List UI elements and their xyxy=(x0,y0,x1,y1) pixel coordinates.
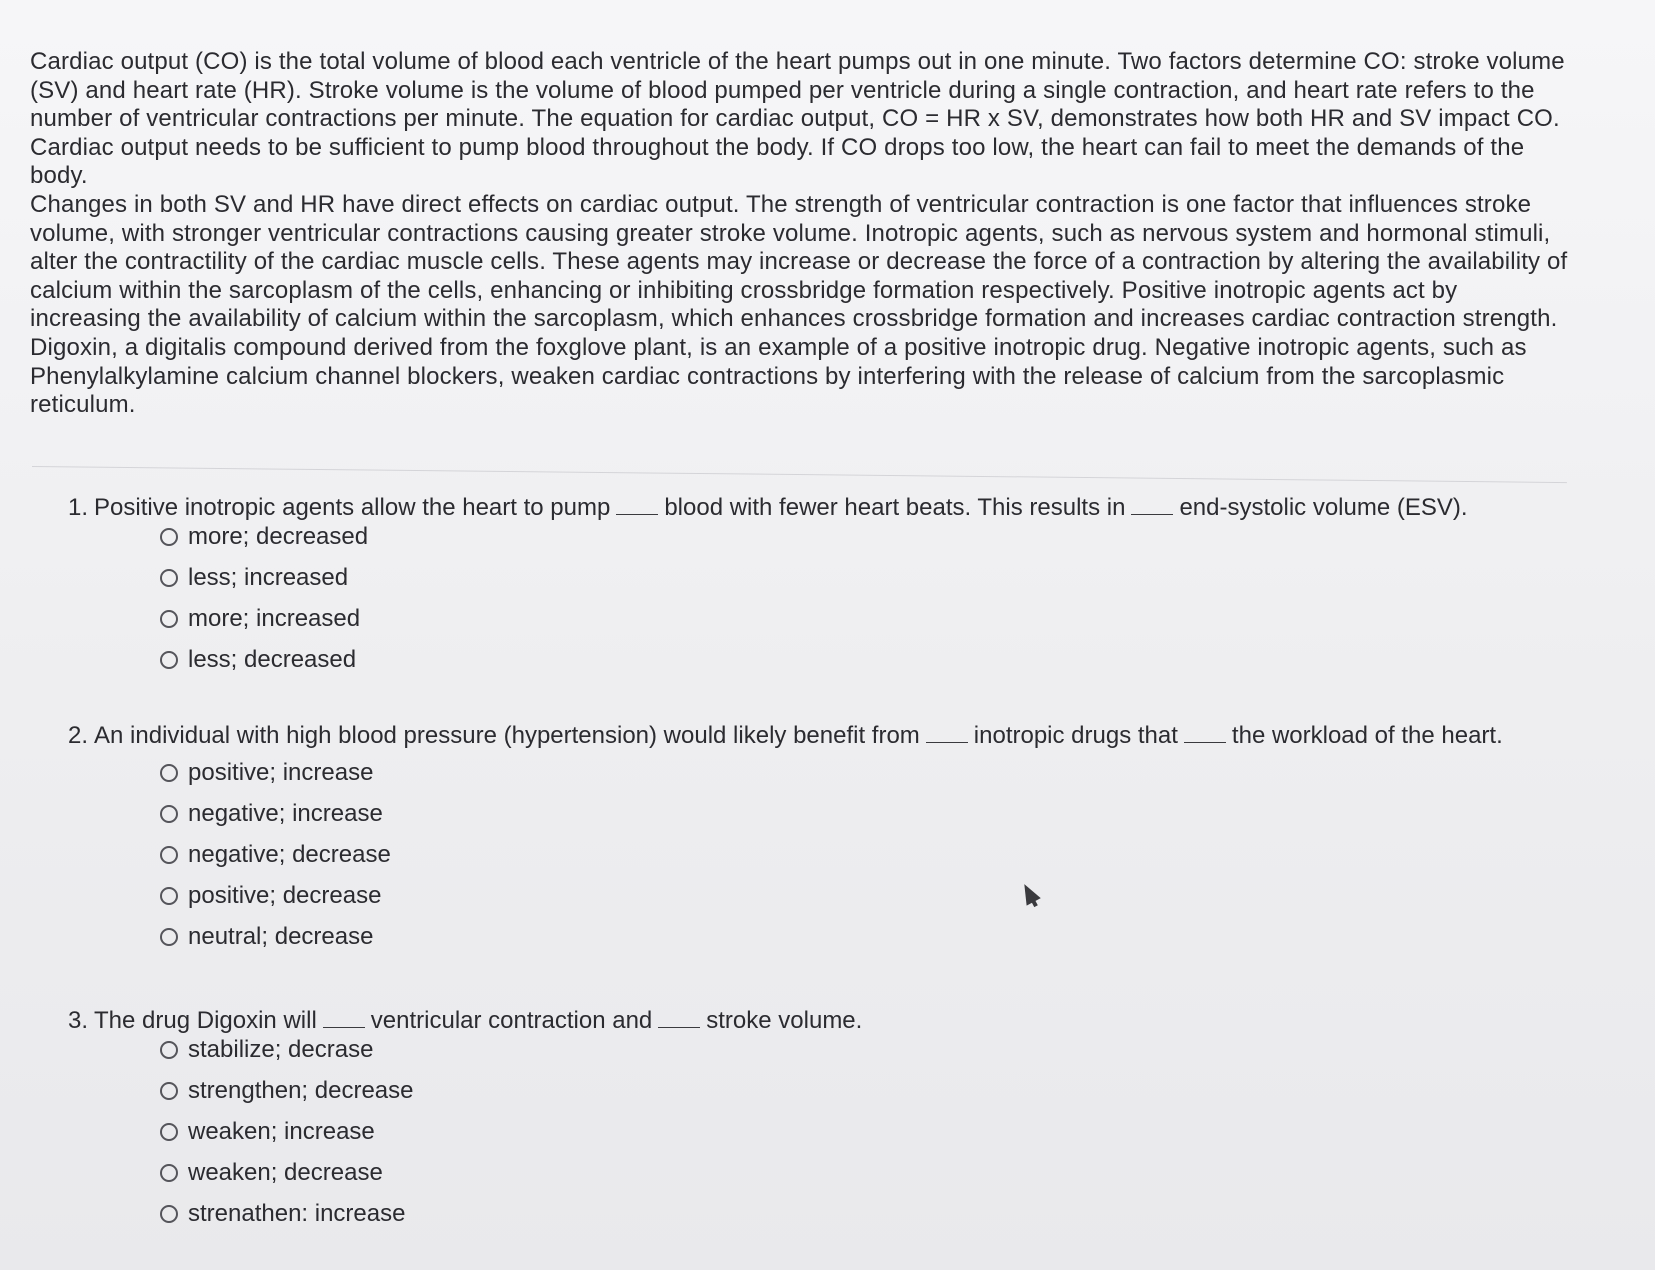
question-3-option-3[interactable] xyxy=(160,1111,1588,1152)
question-2-stem xyxy=(68,722,1588,750)
answer-blank xyxy=(658,1026,700,1028)
option-label: neutral; decrease xyxy=(188,922,374,950)
answer-blank xyxy=(1131,513,1173,515)
question-1-option-4[interactable] xyxy=(160,639,1588,680)
question-1-option-2[interactable] xyxy=(160,557,1588,598)
question-1-text-part-3: end-systolic volume (ESV). xyxy=(1179,494,1468,521)
question-2-option-2[interactable] xyxy=(160,793,1588,834)
question-2-option-1[interactable] xyxy=(160,752,1588,793)
question-1-option-3[interactable] xyxy=(160,598,1588,639)
question-2-text-part-3: the workload of the heart. xyxy=(1231,722,1503,749)
question-1-text-part-2: blood with fewer heart beats. This results in xyxy=(664,494,1126,521)
passage-paragraph-1: Cardiac output (CO) is the total volume of blood each ventricle of the heart pumps out in one minute. Two factors determine CO: stroke volume (SV) and heart rate (HR). Stroke volume is the volume of blood pumped per ventricle during a single contraction, and heart rate refers to the number of ventricular contractions per minute. The equation for cardiac output, CO = HR x SV, demonstrates how both HR and SV impact CO. Cardiac output needs to be sufficient to pump blood throughout the body. If CO drops too low, the heart can fail to meet the demands of the body. xyxy=(30,48,1565,190)
answer-blank xyxy=(1184,741,1226,743)
radio-button-icon[interactable] xyxy=(160,528,178,546)
question-3-option-2[interactable] xyxy=(160,1070,1588,1111)
radio-button-icon[interactable] xyxy=(160,805,178,823)
question-1-option-1[interactable] xyxy=(160,516,1588,557)
question-2-options xyxy=(68,752,1588,957)
option-label: positive; decrease xyxy=(188,881,382,909)
question-number: 1. xyxy=(68,494,89,521)
question-3 xyxy=(68,1007,1588,1234)
question-number: 3. xyxy=(68,1007,89,1034)
passage-paragraph-2: Changes in both SV and HR have direct effects on cardiac output. The strength of ventricular contraction is one factor that influences stroke volume, with stronger ventricular contractions causing greater stroke volume. Inotropic agents, such as nervous system and hormonal stimuli, alter the contractility of the cardiac muscle cells. These agents may increase or decrease the force of a contraction by altering the availability of calcium within the sarcoplasm of the cells, enhancing or inhibiting crossbridge formation respectively. Positive inotropic agents act by increasing the availability of calcium within the sarcoplasm, which enhances crossbridge formation and increases cardiac contraction strength. Digoxin, a digitalis compound derived from the foxglove plant, is an example of a positive inotropic drug. Negative inotropic agents, such as Phenylalkylamine calcium channel blockers, weaken cardiac contractions by interfering with the release of calcium from the sarcoplasmic reticulum. xyxy=(30,190,1568,419)
option-label: weaken; increase xyxy=(188,1117,375,1145)
radio-button-icon[interactable] xyxy=(160,1082,178,1100)
reading-passage xyxy=(30,48,1575,420)
option-label: negative; increase xyxy=(188,799,383,827)
question-3-option-5[interactable] xyxy=(160,1193,1588,1234)
question-3-text-part-3: stroke volume. xyxy=(706,1007,863,1034)
option-label: strenathen: increase xyxy=(188,1199,406,1227)
question-3-option-4[interactable] xyxy=(160,1152,1588,1193)
radio-button-icon[interactable] xyxy=(160,1041,178,1059)
question-1-options xyxy=(68,516,1588,680)
option-label: less; decreased xyxy=(188,645,357,673)
option-label: more; decreased xyxy=(188,522,369,550)
answer-blank xyxy=(926,741,968,743)
radio-button-icon[interactable] xyxy=(160,569,178,587)
question-number: 2. xyxy=(68,722,89,749)
question-3-option-1[interactable] xyxy=(160,1029,1588,1070)
question-1 xyxy=(68,494,1588,680)
radio-button-icon[interactable] xyxy=(160,1205,178,1223)
option-label: stabilize; decrase xyxy=(188,1035,374,1063)
radio-button-icon[interactable] xyxy=(160,764,178,782)
question-2 xyxy=(68,722,1588,957)
radio-button-icon[interactable] xyxy=(160,651,178,669)
section-divider xyxy=(32,466,1567,483)
question-2-option-3[interactable] xyxy=(160,834,1588,875)
radio-button-icon[interactable] xyxy=(160,928,178,946)
option-label: more; increased xyxy=(188,604,361,632)
question-1-text-part-1: Positive inotropic agents allow the heart to pump xyxy=(94,494,611,521)
option-label: positive; increase xyxy=(188,758,374,786)
question-1-stem xyxy=(68,494,1588,522)
option-label: negative; decrease xyxy=(188,840,391,868)
radio-button-icon[interactable] xyxy=(160,887,178,905)
radio-button-icon[interactable] xyxy=(160,1164,178,1182)
question-2-text-part-2: inotropic drugs that xyxy=(973,722,1178,749)
option-label: strengthen; decrease xyxy=(188,1076,414,1104)
option-label: weaken; decrease xyxy=(188,1158,383,1186)
answer-blank xyxy=(616,513,658,515)
question-2-option-5[interactable] xyxy=(160,916,1588,957)
question-2-text-part-1: An individual with high blood pressure (hypertension) would likely benefit from xyxy=(94,722,920,749)
radio-button-icon[interactable] xyxy=(160,846,178,864)
option-label: less; increased xyxy=(188,563,349,591)
question-3-text-part-1: The drug Digoxin will xyxy=(94,1007,317,1034)
answer-blank xyxy=(323,1026,365,1028)
question-2-option-4[interactable] xyxy=(160,875,1588,916)
question-3-options xyxy=(68,1029,1588,1234)
radio-button-icon[interactable] xyxy=(160,1123,178,1141)
question-3-text-part-2: ventricular contraction and xyxy=(370,1007,653,1034)
radio-button-icon[interactable] xyxy=(160,610,178,628)
